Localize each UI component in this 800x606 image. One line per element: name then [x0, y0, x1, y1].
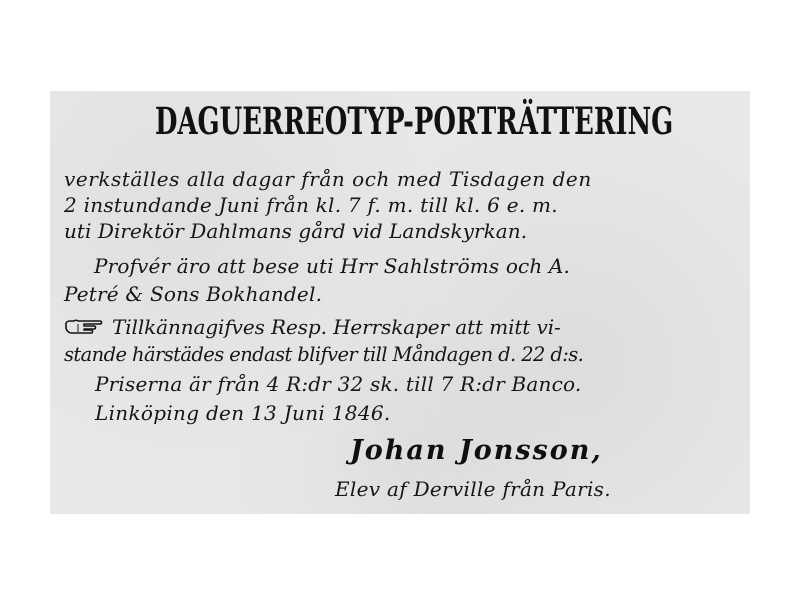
- ad-line-6-with-icon: [64, 315, 561, 339]
- pointing-hand-icon: [64, 318, 104, 336]
- newspaper-clipping: [50, 91, 750, 514]
- signature-name: Johan Jonsson,: [350, 435, 603, 466]
- ad-line-1: verkställes alla dagar från och med Tisdagen den: [64, 167, 592, 191]
- ad-line-4: Profvér äro att bese uti Hrr Sahlströms och A.: [94, 254, 571, 278]
- ad-line-3: uti Direktör Dahlmans gård vid Landskyrkan.: [64, 219, 528, 243]
- ad-line-6-text: Tillkännagifves Resp. Herrskaper att mitt vi-: [112, 315, 561, 339]
- signature-subtitle: Elev af Derville från Paris.: [335, 477, 611, 501]
- ad-line-8: Priserna är från 4 R:dr 32 sk. till 7 R:dr Banco.: [95, 372, 582, 396]
- ad-line-5: Petré & Sons Bokhandel.: [64, 282, 323, 306]
- ad-line-9: Linköping den 13 Juni 1846.: [95, 401, 391, 425]
- ad-line-2: 2 instundande Juni från kl. 7 f. m. till kl. 6 e. m.: [64, 193, 558, 217]
- ad-line-7: stande härstädes endast blifver till Måndagen d. 22 d:s.: [64, 343, 584, 366]
- advertisement-title: DAGUERREOTYP-PORTRÄTTERING: [155, 99, 674, 143]
